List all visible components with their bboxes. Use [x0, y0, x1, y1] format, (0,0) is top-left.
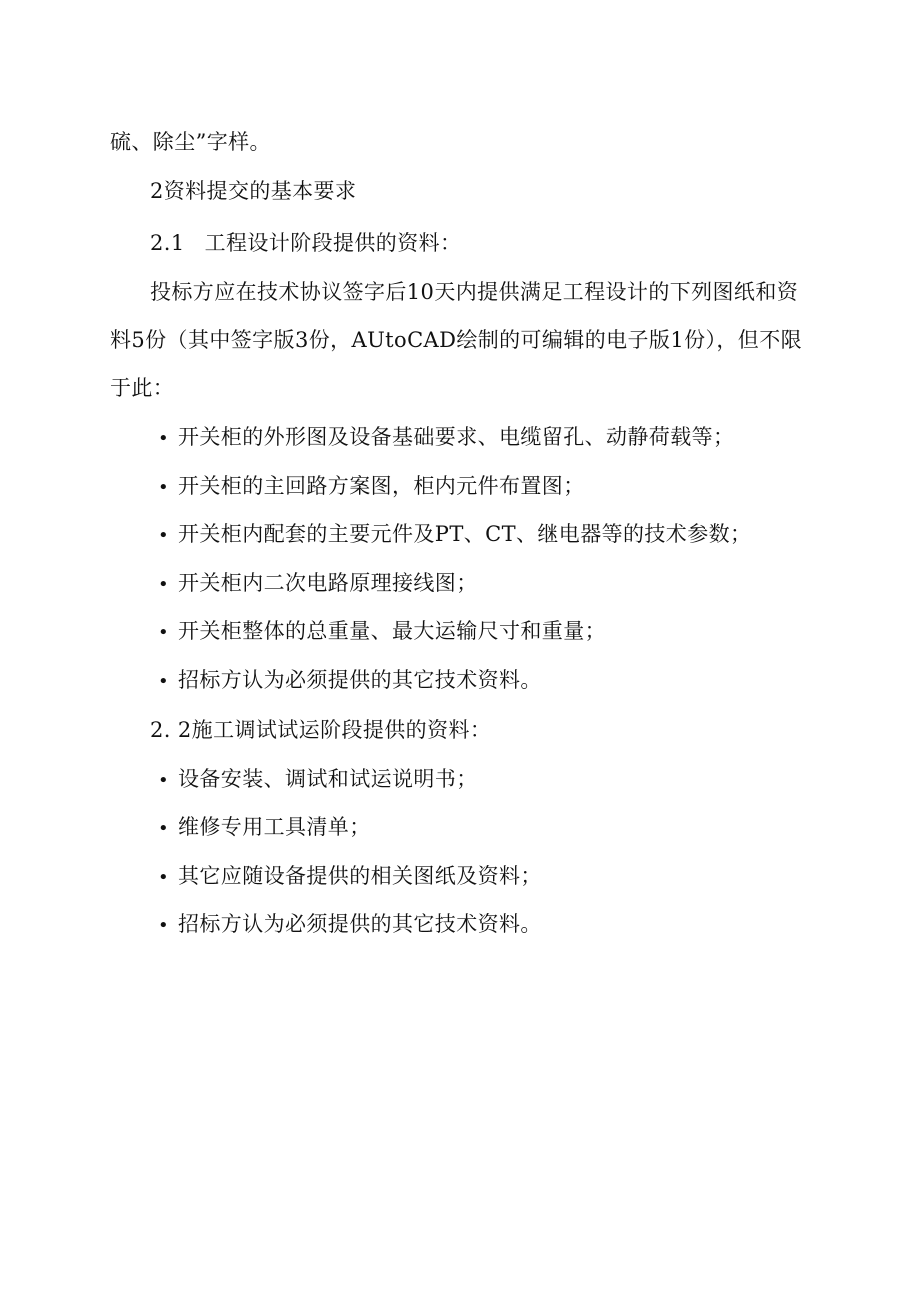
bullet-icon: • [158, 818, 170, 839]
paragraph-line-2: 料5份（其中签字版3份，AUtoCAD绘制的可编辑的电子版1份），但不限 [110, 328, 802, 352]
list-item-text: 维修专用工具清单； [178, 815, 371, 839]
subsection-2-1-number: 2.1 [150, 231, 185, 255]
list-item-text: 开关柜内配套的主要元件及PT、CT、继电器等的技术参数； [178, 522, 752, 546]
list-item-text: 招标方认为必须提供的其它技术资料。 [178, 668, 542, 692]
list-item-text: 设备安装、调试和试运说明书； [178, 767, 478, 791]
bullet-icon: • [158, 525, 170, 546]
bullet-icon: • [158, 915, 170, 936]
bullet-icon: • [158, 770, 170, 791]
bullet-icon: • [158, 671, 170, 692]
paragraph-line-1: 投标方应在技术协议签字后10天内提供满足工程设计的下列图纸和资 [150, 280, 799, 304]
list-item [158, 423, 734, 453]
list-item [158, 813, 371, 843]
list-item [158, 617, 606, 647]
list-item-text: 开关柜整体的总重量、最大运输尺寸和重量； [178, 619, 606, 643]
list-item-text: 其它应随设备提供的相关图纸及资料； [178, 864, 542, 888]
list-item-text: 开关柜的主回路方案图，柜内元件布置图； [178, 474, 585, 498]
subsection-2-1-heading [150, 229, 461, 257]
list-item [158, 862, 542, 892]
list-item-text: 开关柜的外形图及设备基础要求、电缆留孔、动静荷载等； [178, 425, 735, 449]
list-item [158, 666, 542, 696]
list-item [158, 472, 585, 502]
bullet-icon: • [158, 428, 170, 449]
bullet-icon: • [158, 477, 170, 498]
subsection-2-1-title: 工程设计阶段提供的资料： [204, 231, 462, 255]
list-item [158, 569, 478, 599]
subsection-2-2-heading: 2. 2施工调试试运阶段提供的资料： [150, 718, 492, 742]
continuation-text: 硫、除尘”字样。 [110, 130, 271, 154]
paragraph-line-3: 于此： [110, 376, 175, 400]
bullet-icon: • [158, 622, 170, 643]
list-item [158, 520, 751, 550]
bullet-icon: • [158, 574, 170, 595]
section-2-heading: 2资料提交的基本要求 [150, 179, 357, 203]
list-item-text: 招标方认为必须提供的其它技术资料。 [178, 912, 542, 936]
list-item [158, 765, 478, 795]
bullet-icon: • [158, 867, 170, 888]
list-item-text: 开关柜内二次电路原理接线图； [178, 571, 478, 595]
list-item [158, 910, 542, 940]
